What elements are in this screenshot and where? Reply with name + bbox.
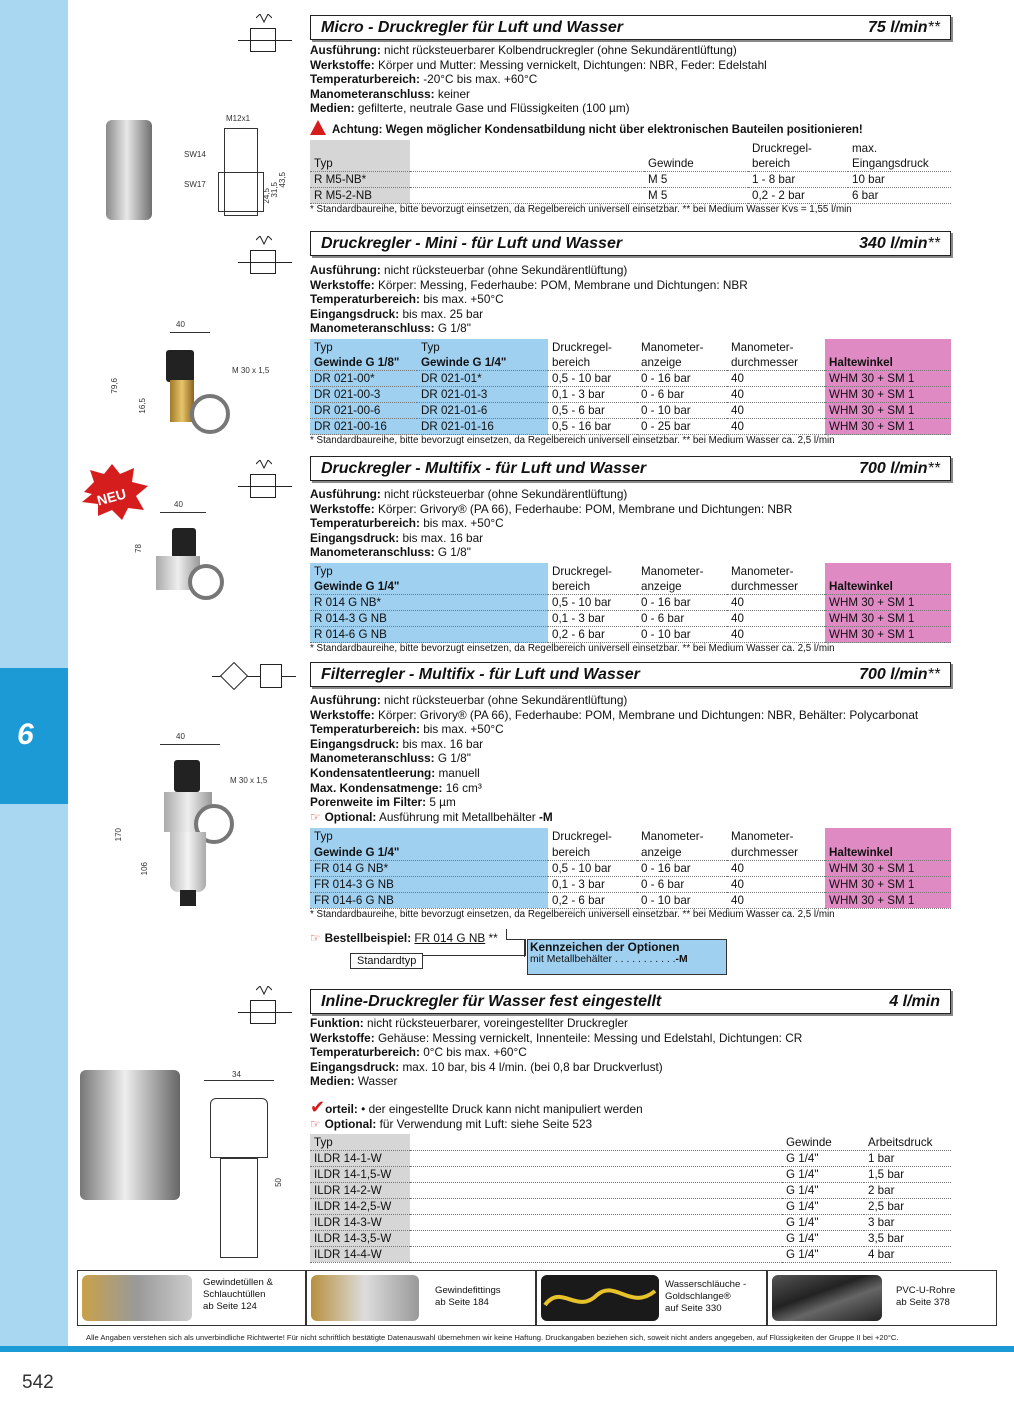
chapter-number: 6 bbox=[17, 718, 34, 751]
order-example: ☞ Bestellbeispiel: FR 014 G NB ** Standardtyp Kennzeichen der Optionen mit Metallbehälter . . . . . . . . . . .-M bbox=[310, 927, 951, 977]
table-row: ILDR 14-1-W G 1/4" 1 bar bbox=[310, 1150, 951, 1166]
flow-rate: 700 l/min** bbox=[859, 460, 940, 477]
pointing-hand-icon: ☞ bbox=[310, 930, 321, 945]
table-row: DR 021-00-6 DR 021-01-6 0,5 - 6 bar 0 - 10 bar 40 WHM 30 + SM 1 bbox=[310, 403, 951, 419]
section-title: Druckregler - Multifix - für Luft und Wasser bbox=[321, 460, 647, 477]
page-number: 542 bbox=[22, 1372, 54, 1393]
table-row: R 014-3 G NB 0,1 - 3 bar 0 - 6 bar 40 WHM 30 + SM 1 bbox=[310, 611, 951, 627]
bottom-bar bbox=[0, 1346, 1014, 1352]
spec-line: Medien: gefilterte, neutrale Gase und Flüssigkeiten (100 µm) bbox=[310, 101, 630, 116]
product-table: Druckregel- max. Typ Gewinde bereich Eingangsdruck R M5-NB* M 5 1 - 8 bar 10 bar R M5-2-NB M 5 0,2 - 2 bar 6 bar bbox=[310, 140, 951, 205]
ref-box-fittings[interactable]: Gewindefittings ab Seite 184 bbox=[306, 1270, 536, 1326]
spec-line: Manometeranschluss: keiner bbox=[310, 86, 470, 101]
product-table: Typ Druckregel- Manometer- Manometer- Gewinde G 1/4" bereich anzeige durchmesser Haltewinkel R 014 G NB* 0,5 - 10 bar 0 - 16 bar 40 WHM 30 + SM 1 R 014-3 G NB 0,1 - 3 bar 0 - 6 bar 40 WHM 30 + SM 1 R 014-6 G NB 0,2 - 6 bar 0 - 10 bar 40 WHM 30 + SM 1 bbox=[310, 563, 951, 644]
pointing-hand-icon: ☞ bbox=[310, 1116, 321, 1131]
fitting-image bbox=[311, 1275, 419, 1321]
table-row: ILDR 14-2-W G 1/4" 2 bar bbox=[310, 1182, 951, 1198]
spec-list: Ausführung: nicht rücksteuerbar (ohne Sekundärentlüftung) Werkstoffe: Körper: Messing, Federhaube: POM, Membrane und Dichtungen: NBR Temperaturbereich: bis max. +50°C Eingangsdruck: bis max. 25 bar Manometeranschluss: G 1/8" bbox=[310, 263, 748, 336]
inline-regulator-drawing: 34 50 bbox=[196, 1068, 296, 1268]
table-footnote: * Standardbaureihe, bitte bevorzugt einsetzen, da Regelbereich universell einsetzbar. ** bei Medium Wasser ca. 2,5 l/min bbox=[310, 643, 835, 655]
micro-regulator-drawing: M12x1 SW14 SW17 24,5 31,5 43,5 bbox=[196, 122, 288, 222]
chapter-tab[interactable] bbox=[0, 668, 68, 804]
table-row: R 014 G NB* 0,5 - 10 bar 0 - 16 bar 40 WHM 30 + SM 1 bbox=[310, 595, 951, 611]
section-filter-regulator bbox=[310, 662, 951, 977]
flow-rate: 700 l/min** bbox=[859, 666, 940, 683]
table-row: R 014-6 G NB 0,2 - 6 bar 0 - 10 bar 40 WHM 30 + SM 1 bbox=[310, 627, 951, 643]
section-title: Micro - Druckregler für Luft und Wasser bbox=[321, 19, 623, 36]
table-row: ILDR 14-1,5-W G 1/4" 1,5 bar bbox=[310, 1166, 951, 1182]
spec-line: Temperaturbereich: -20°C bis max. +60°C bbox=[310, 72, 538, 87]
section-title: Inline-Druckregler für Wasser fest eingestellt bbox=[321, 993, 662, 1010]
spec-list: Ausführung: nicht rücksteuerbar (ohne Sekundärentlüftung) Werkstoffe: Körper: Grivory® (PA 66), Federhaube: POM, Membrane und Dichtungen: NBR Temperaturbereich: bis max. +50°C Eingangsdruck: bis max. 16 bar Manometeranschluss: G 1/8" bbox=[310, 487, 793, 560]
table-row: DR 021-00* DR 021-01* 0,5 - 10 bar 0 - 16 bar 40 WHM 30 + SM 1 bbox=[310, 371, 951, 387]
table-footnote: * Standardbaureihe, bitte bevorzugt einsetzen, da Regelbereich universell einsetzbar. ** bei Medium Wasser ca. 2,5 l/min bbox=[310, 435, 835, 447]
flow-rate: 340 l/min** bbox=[859, 235, 940, 252]
flow-rate: 75 l/min** bbox=[867, 19, 940, 36]
table-row: R M5-NB* M 5 1 - 8 bar 10 bar bbox=[310, 172, 951, 188]
section-mini-regulator bbox=[310, 231, 951, 447]
advantage-note: ✔orteil: • der eingestellte Druck kann nicht manipuliert werden ☞ Optional: für Verwendung mit Luft: siehe Seite 523 bbox=[310, 1096, 643, 1131]
ref-box-pvc-pipes[interactable]: PVC-U-Rohre ab Seite 378 bbox=[767, 1270, 997, 1326]
multifix-regulator-drawing: 40 78 bbox=[130, 500, 270, 620]
checkmark-icon: ✔ bbox=[310, 1096, 326, 1117]
section-micro-regulator bbox=[310, 15, 951, 216]
hose-tail-image bbox=[82, 1275, 192, 1321]
table-row: ILDR 14-2,5-W G 1/4" 2,5 bar bbox=[310, 1198, 951, 1214]
table-footnote: * Standardbaureihe, bitte bevorzugt einsetzen, da Regelbereich universell einsetzbar. ** bei Medium Wasser Kvs = 1,55 l/min bbox=[310, 204, 852, 216]
warning-notice: Achtung: Wegen möglicher Kondensatbildung nicht über elektronischen Bauteilen positionieren! bbox=[310, 120, 951, 136]
filter-regulator-drawing: 40 M 30 x 1,5 170 106 bbox=[110, 730, 290, 930]
section-title: Filterregler - Multifix - für Luft und Wasser bbox=[321, 666, 640, 683]
ref-box-hose-tails[interactable]: Gewindetüllen & Schlauchtüllen ab Seite 124 bbox=[77, 1270, 306, 1326]
regulator-symbol-icon bbox=[236, 236, 298, 292]
section-multifix-regulator bbox=[310, 456, 951, 655]
product-table: Typ Typ Druckregel- Manometer- Manometer- Gewinde G 1/8" Gewinde G 1/4" bereich anzeige durchmesser Haltewinkel DR 021-00* DR 021-01* 0,5 - 10 bar 0 - 16 bar 40 WHM 30 + SM 1 DR 021-00-3 DR 021-01-3 0,1 - 3 bar 0 - 6 bar 40 WHM 30 + SM 1 DR 021-00-6 DR 021-01-6 0,5 - 6 bar 0 - 10 bar 40 WHM 30 + SM 1 DR 021-00-16 DR 021-01-16 0,5 - 16 bar 0 - 25 bar 40 WHM 30 + SM 1 bbox=[310, 339, 951, 436]
table-footnote: * Standardbaureihe, bitte bevorzugt einsetzen, da Regelbereich universell einsetzbar. ** bei Medium Wasser ca. 2,5 l/min bbox=[310, 908, 835, 920]
table-row: FR 014-6 G NB 0,2 - 6 bar 0 - 10 bar 40 WHM 30 + SM 1 bbox=[310, 892, 951, 908]
pointing-hand-icon: ☞ bbox=[310, 809, 321, 824]
table-row: ILDR 14-3-W G 1/4" 3 bar bbox=[310, 1214, 951, 1230]
options-box: Kennzeichen der Optionen mit Metallbehälter . . . . . . . . . . .-M bbox=[527, 939, 727, 975]
micro-regulator-photo bbox=[106, 120, 152, 220]
water-hose-image bbox=[541, 1275, 659, 1321]
standard-type-box: Standardtyp bbox=[350, 953, 423, 969]
warning-icon bbox=[310, 120, 326, 135]
table-row: DR 021-00-3 DR 021-01-3 0,1 - 3 bar 0 - 6 bar 40 WHM 30 + SM 1 bbox=[310, 387, 951, 403]
inline-regulator-photo bbox=[80, 1070, 180, 1200]
section-inline-regulator bbox=[310, 989, 951, 1263]
table-row: ILDR 14-4-W G 1/4" 4 bar bbox=[310, 1246, 951, 1262]
table-row: ILDR 14-3,5-W G 1/4" 3,5 bar bbox=[310, 1230, 951, 1246]
spec-line: Ausführung: nicht rücksteuerbarer Kolbendruckregler (ohne Sekundärentlüftung) bbox=[310, 43, 737, 57]
mini-regulator-drawing: 40 79,6 16,5 M 30 x 1,5 bbox=[110, 318, 290, 448]
table-row: DR 021-00-16 DR 021-01-16 0,5 - 16 bar 0 - 25 bar 40 WHM 30 + SM 1 bbox=[310, 419, 951, 435]
filter-regulator-symbol-icon bbox=[212, 662, 296, 692]
spec-line: Werkstoffe: Körper und Mutter: Messing vernickelt, Dichtungen: NBR, Feder: Edelstahl bbox=[310, 57, 767, 72]
section-header bbox=[310, 15, 951, 40]
table-row: FR 014 G NB* 0,5 - 10 bar 0 - 16 bar 40 WHM 30 + SM 1 bbox=[310, 860, 951, 876]
regulator-symbol-icon bbox=[236, 986, 298, 1042]
spec-list bbox=[310, 43, 951, 116]
product-table: Typ Druckregel- Manometer- Manometer- Gewinde G 1/4" bereich anzeige durchmesser Haltewinkel FR 014 G NB* 0,5 - 10 bar 0 - 16 bar 40 WHM 30 + SM 1 FR 014-3 G NB 0,1 - 3 bar 0 - 6 bar 40 WHM 30 + SM 1 FR 014-6 G NB 0,2 - 6 bar 0 - 10 bar 40 WHM 30 + SM 1 bbox=[310, 828, 951, 909]
new-badge-label: NEU bbox=[95, 485, 128, 509]
product-table: Typ Gewinde Arbeitsdruck ILDR 14-1-W G 1/4" 1 bar ILDR 14-1,5-W G 1/4" 1,5 bar ILDR 14-2-W G 1/4" 2 bar ILDR 14-2,5-W G 1/4" 2,5 bar ILDR 14-3-W G 1/4" 3 bar ILDR 14-3,5-W G 1/4" 3,5 bar ILDR 14-4-W G 1/4" 4 bar bbox=[310, 1134, 951, 1263]
pvc-pipe-image bbox=[772, 1275, 882, 1321]
section-title: Druckregler - Mini - für Luft und Wasser bbox=[321, 235, 623, 252]
flow-rate: 4 l/min bbox=[889, 993, 940, 1010]
ref-box-water-hoses[interactable]: Wasserschläuche - Goldschlange® auf Seite 330 bbox=[536, 1270, 767, 1326]
spec-list: Ausführung: nicht rücksteuerbar (ohne Sekundärentlüftung) Werkstoffe: Körper: Grivory® (PA 66), Federhaube: POM, Membrane und Dichtungen: NBR, Behälter: Polycarbonat Temperaturbereich: bis max. +50°C Eingangsdruck: bis max. 16 bar Manometeranschluss: G 1/8" Kondensatentleerung: manuell Max. Kondensatmenge: 16 cm³ Porenweite im Filter: 5 µm ☞ Optional: Ausführung mit Metallbehälter -M bbox=[310, 693, 951, 824]
disclaimer-footer: Alle Angaben verstehen sich als unverbindliche Richtwerte! Für nicht schriftlich bestätigte Datenauswahl übernehmen wir keine Haftung. Druckangaben beziehen sich, soweit nicht anders angegeben, auf Flüssigkeiten der Gruppe II bei +20°C. bbox=[86, 1333, 899, 1342]
table-row: R M5-2-NB M 5 0,2 - 2 bar 6 bar bbox=[310, 188, 951, 204]
regulator-symbol-icon bbox=[236, 14, 298, 70]
optional-note: ☞ Optional: Ausführung mit Metallbehälter -M bbox=[310, 809, 553, 824]
table-row: FR 014-3 G NB 0,1 - 3 bar 0 - 6 bar 40 WHM 30 + SM 1 bbox=[310, 876, 951, 892]
spec-list: Funktion: nicht rücksteuerbarer, voreingestellter Druckregler Werkstoffe: Gehäuse: Messing vernickelt, Innenteile: Messing und Edelstahl, Dichtungen: CR Temperaturbereich: 0°C bis max. +60°C Eingangsdruck: max. 10 bar, bis 4 l/min. (bei 0,8 bar Druckverlust) Medien: Wasser bbox=[310, 1016, 803, 1089]
